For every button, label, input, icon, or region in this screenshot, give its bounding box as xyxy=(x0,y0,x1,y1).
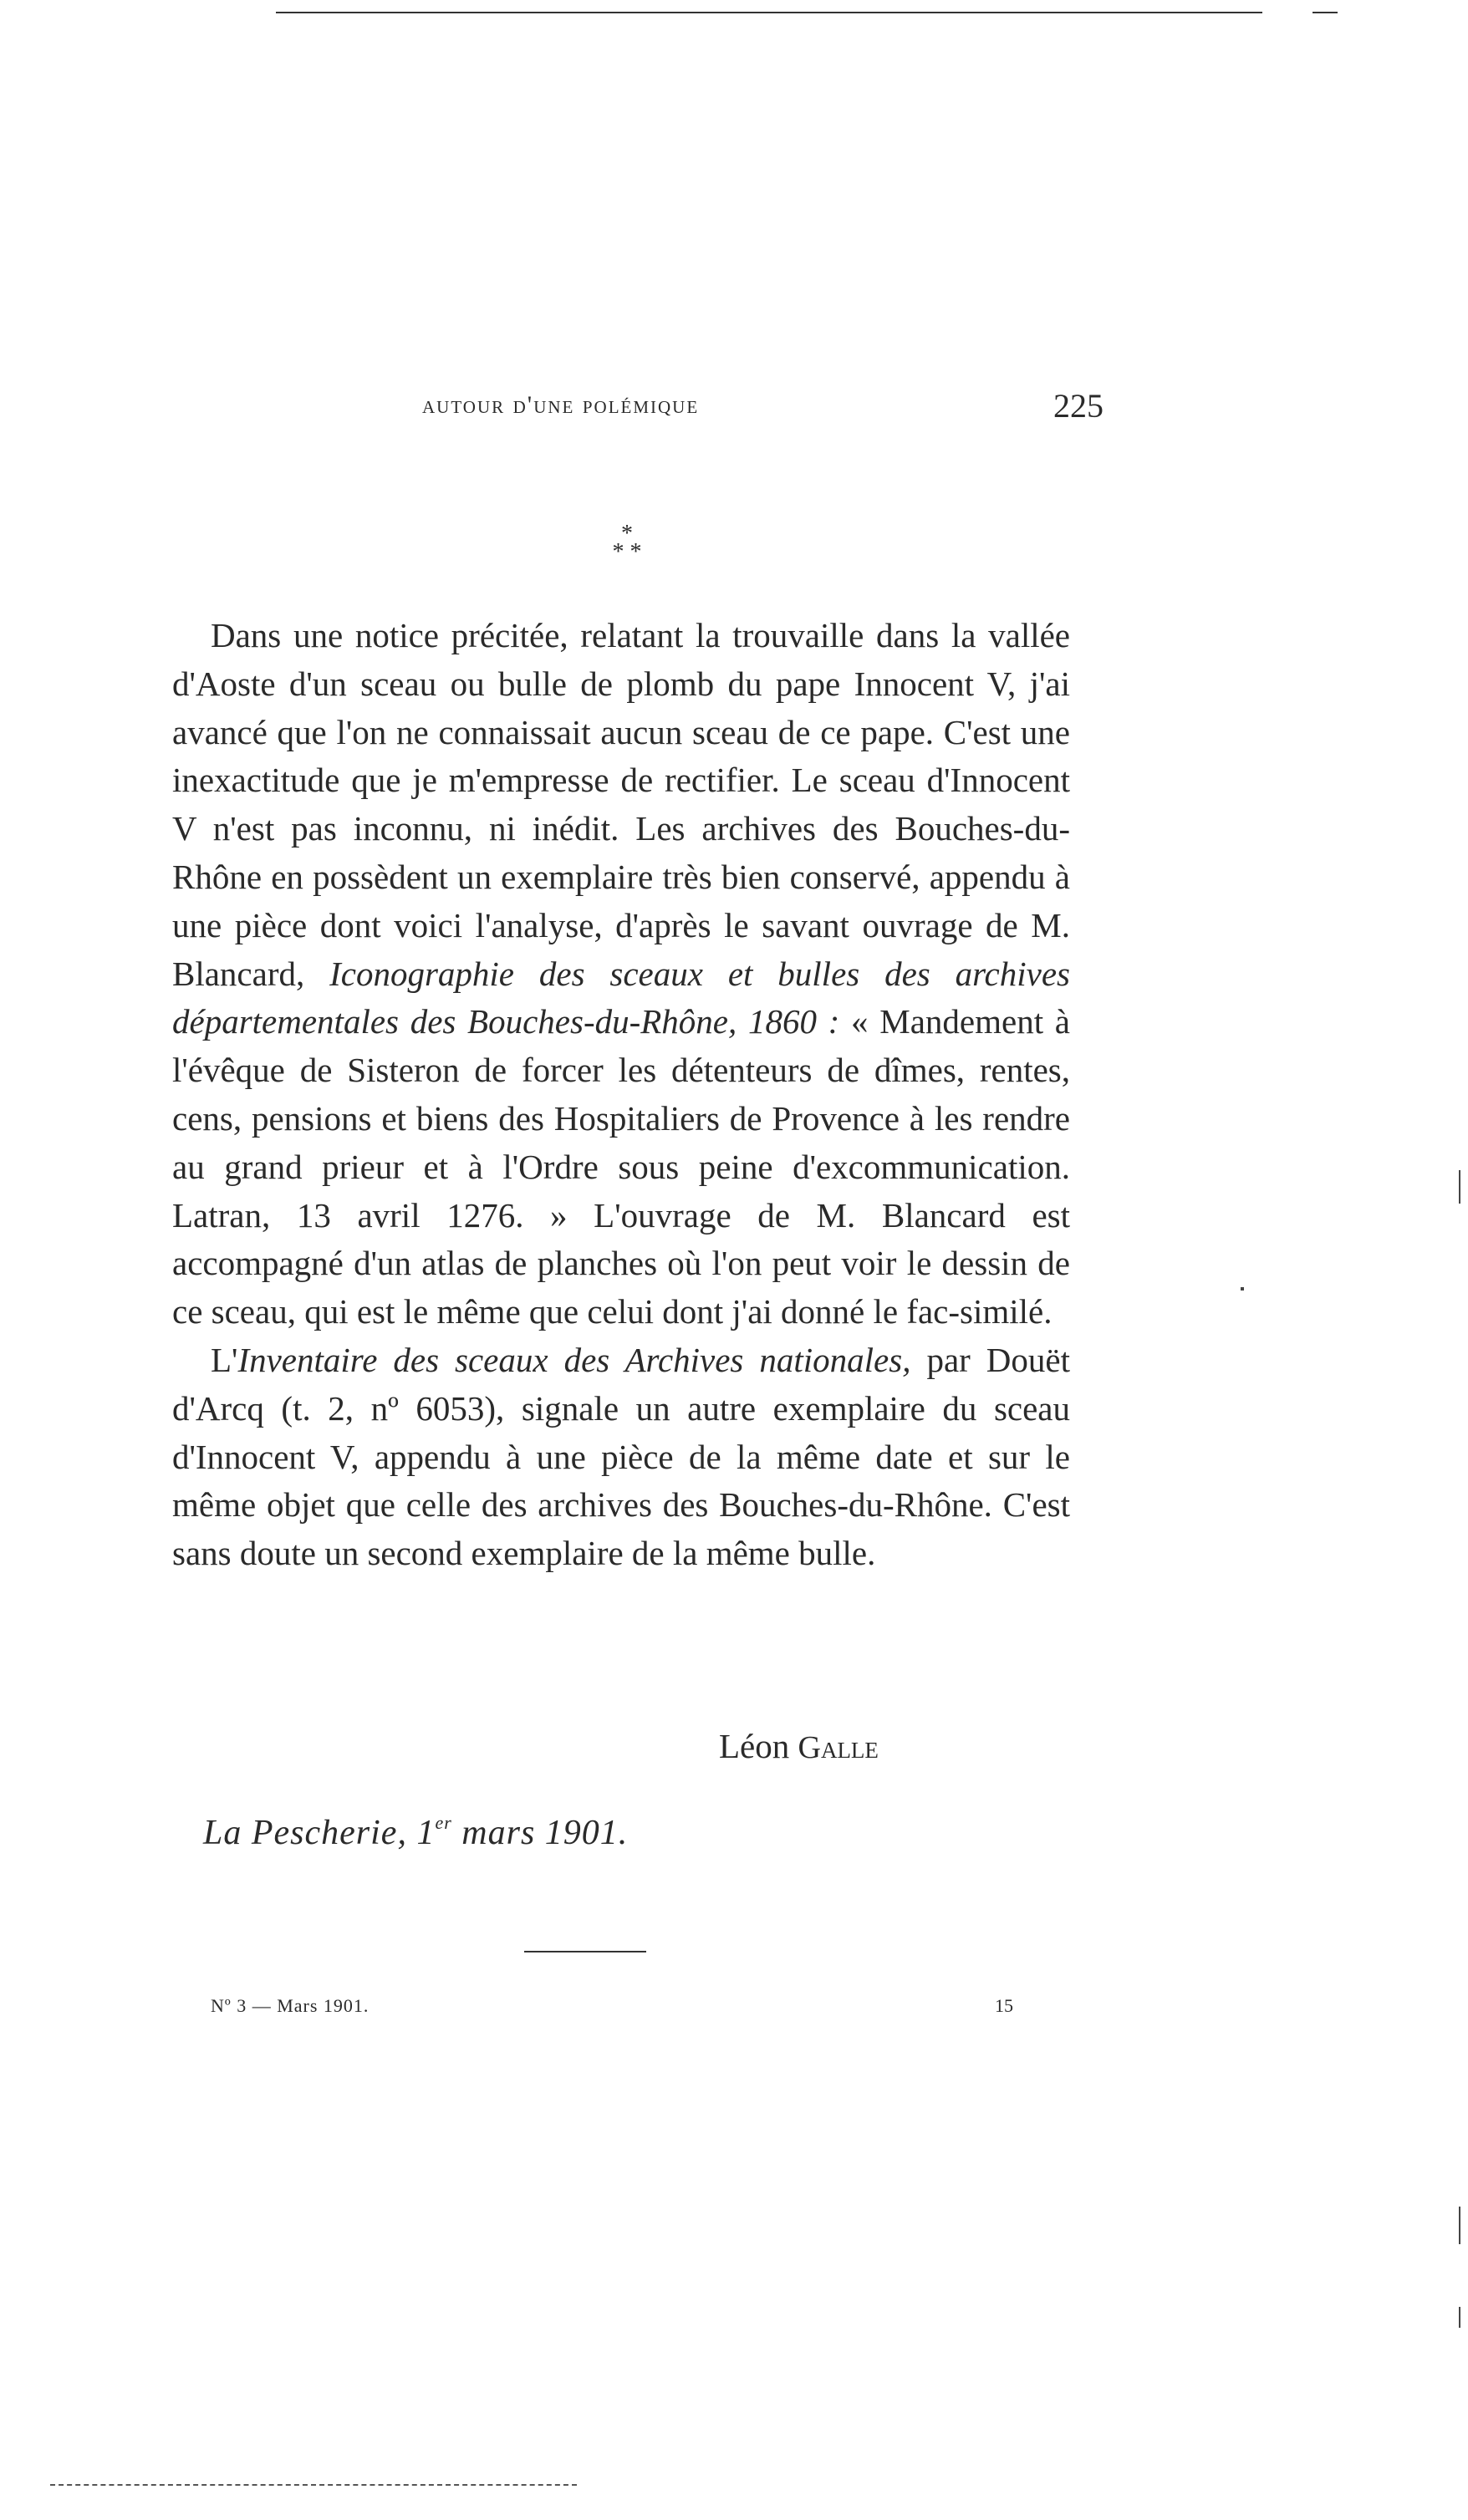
paragraph-1-book-title: Iconographie des sceaux et bulles des archives départementales des Bouches-du-Rhône, 1860 : xyxy=(172,954,1070,1041)
top-edge-dash xyxy=(1313,12,1338,13)
place-date-ordinal: er xyxy=(435,1812,452,1833)
top-edge-line xyxy=(276,12,1262,13)
paragraph-2 xyxy=(172,1336,1070,1578)
place-date xyxy=(203,1812,628,1853)
running-title: autour d'une polémique xyxy=(422,391,700,419)
asterism-bottom: * * xyxy=(612,539,642,565)
footer-signature-mark: Nº 3 — Mars 1901. xyxy=(211,1995,370,2016)
place-date-tail: mars 1901. xyxy=(451,1814,629,1852)
asterism xyxy=(585,521,669,565)
asterism-top: * xyxy=(621,521,633,547)
closing-rule xyxy=(524,1951,646,1952)
paragraph-1 xyxy=(172,612,1070,1336)
margin-mark xyxy=(1241,1287,1244,1291)
paragraph-2-text-a: L' xyxy=(211,1340,238,1379)
paragraph-1-text-a: Dans une notice précitée, relatant la trouvaille dans la vallée d'Aoste d'un sceau ou bulle de plomb du pape Innocent V, j'ai avancé que l'on ne connaissait aucun sceau de ce pape. C'est une inexactitude que je m'empresse de rectifier. Le sceau d'Innocent V n'est pas inconnu, ni inédit. Les archives des Bouches-du-Rhône en possèdent un exemplaire très bien conservé, appendu à une pièce dont voici l'analyse, d'après le savant ouvrage de M. Blancard, xyxy=(172,616,1070,993)
margin-mark xyxy=(1459,2307,1460,2328)
body-text xyxy=(172,612,1070,1578)
footer-sheet-number: 15 xyxy=(995,1995,1013,2016)
place-date-text: La Pescherie, 1 xyxy=(203,1814,436,1852)
paragraph-2-text-b: par Douët d'Arcq (t. 2, nº 6053), signale un autre exemplaire du sceau d'Innocent V, appendu à une pièce de la même date et sur le même objet que celle des archives des Bouches-du-Rhône. C'est sans doute un second exemplaire de la même bulle. xyxy=(172,1340,1070,1573)
margin-mark xyxy=(1459,2207,1460,2244)
author-first-name: Léon xyxy=(719,1727,790,1765)
author-signature xyxy=(719,1726,879,1766)
author-last-name: Galle xyxy=(798,1730,879,1765)
bottom-edge-dashes xyxy=(50,2484,577,2486)
running-header xyxy=(167,387,1104,441)
paragraph-2-book-title: Inventaire des sceaux des Archives nationales, xyxy=(237,1340,911,1379)
page-number: 225 xyxy=(1053,387,1104,425)
margin-mark xyxy=(1459,1170,1460,1204)
paragraph-1-text-b: « Mandement à l'évêque de Sisteron de forcer les détenteurs de dîmes, rentes, cens, pensions et biens des Hospitaliers de Provence à les rendre au grand prieur et à l'Ordre sous peine d'excommunication. Latran, 13 avril 1276. » L'ouvrage de M. Blancard est accompagné d'un atlas de planches où l'on peut voir le dessin de ce sceau, qui est le même que celui dont j'ai donné le fac-similé. xyxy=(172,1002,1070,1331)
